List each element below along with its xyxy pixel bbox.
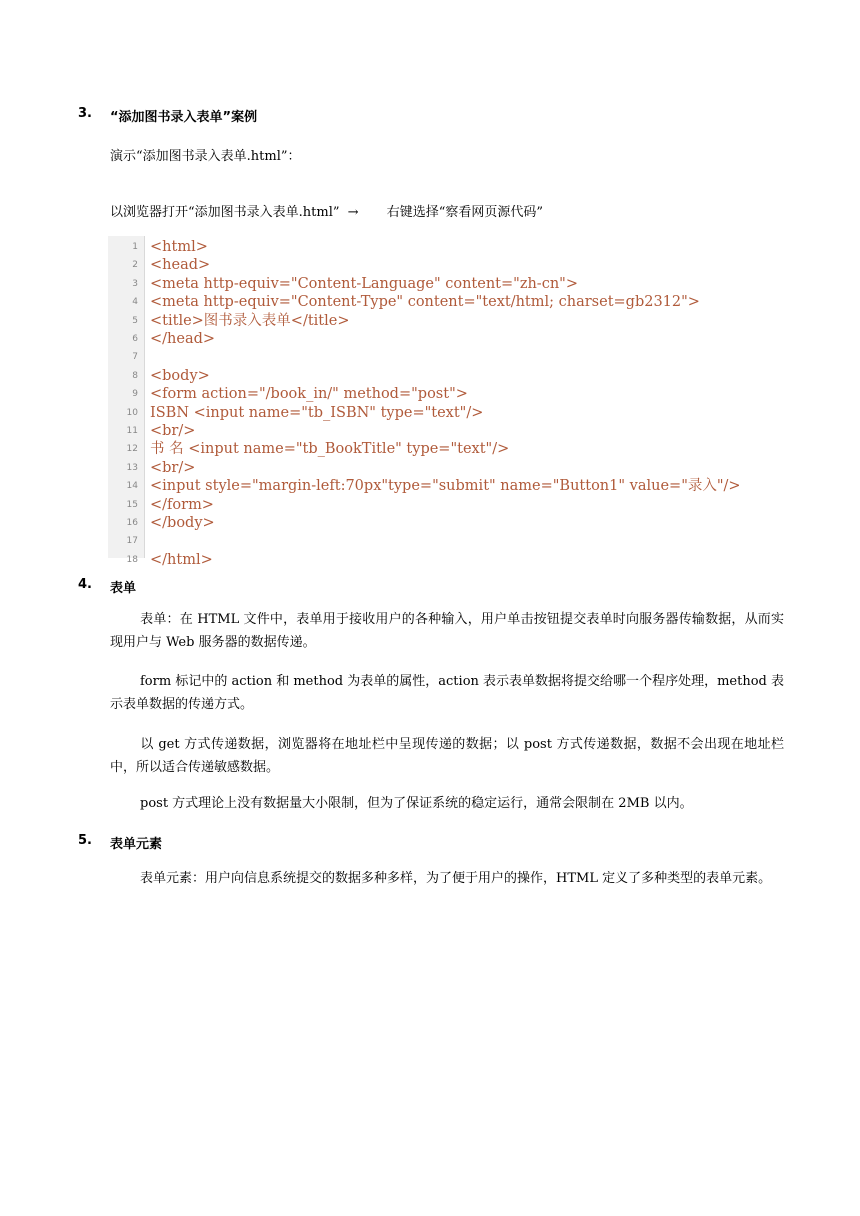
code-line	[108, 422, 784, 440]
section-3-title: “添加图书录入表单”案例	[110, 110, 258, 125]
code-line	[108, 404, 784, 422]
code-text: <meta http-equiv="Content-Language" content="zh-cn">	[150, 275, 578, 292]
line-number: 12	[126, 444, 138, 455]
line-number: 7	[132, 352, 138, 363]
line-number: 1	[132, 242, 138, 252]
paragraph-text: post 方式理论上没有数据量大小限制，但为了保证系统的稳定运行，通常会限制在 2MB 以内。	[140, 796, 693, 811]
code-line	[108, 440, 784, 458]
section-5-number: 5.	[78, 833, 92, 848]
open-instruction-part1: 以浏览器打开“添加图书录入表单.html”	[110, 205, 340, 220]
line-number: 6	[132, 334, 138, 344]
code-text: </head>	[150, 331, 216, 347]
section-4-title: 表单	[110, 581, 137, 596]
code-line	[108, 551, 784, 569]
code-text: </form>	[150, 496, 214, 513]
code-line	[108, 330, 784, 348]
paragraph	[110, 608, 784, 654]
code-text: </html>	[150, 551, 213, 568]
line-number: 18	[126, 554, 138, 565]
code-line	[108, 385, 784, 403]
paragraph	[110, 670, 784, 716]
code-text: </body>	[150, 515, 215, 531]
code-text: <form action="/book_in/" method="post">	[150, 386, 468, 403]
paragraph-text: 表单元素：用户向信息系统提交的数据多种多样，为了便于用户的操作，HTML 定义了多种类型的表单元素。	[140, 871, 772, 886]
code-line	[108, 256, 784, 274]
code-line	[108, 459, 784, 477]
section-4-number: 4.	[78, 577, 92, 592]
code-text: 书 名 <input name="tb_BookTitle" type="text"/>	[150, 441, 510, 458]
line-number: 15	[126, 499, 138, 510]
open-source-instruction	[110, 201, 543, 220]
code-text: <br/>	[150, 423, 196, 439]
code-text: ISBN <input name="tb_ISBN" type="text"/>	[150, 404, 484, 421]
line-number: 13	[126, 462, 138, 473]
paragraph-text: form 标记中的 action 和 method 为表单的属性，action 表示表单数据将提交给哪一个程序处理，method 表示表单数据的传递方式。	[110, 674, 784, 712]
paragraph-text: 表单：在 HTML 文件中，表单用于接收用户的各种输入，用户单击按钮提交表单时向服务器传输数据，从而实现用户与 Web 服务器的数据传递。	[110, 612, 784, 650]
code-text: <br/>	[150, 459, 196, 476]
code-line	[108, 275, 784, 293]
code-line	[108, 367, 784, 385]
code-line	[108, 477, 784, 495]
code-line	[108, 312, 784, 330]
line-number: 9	[132, 389, 138, 400]
code-line	[108, 348, 784, 366]
code-text: <meta http-equiv="Content-Type" content="text/html; charset=gb2312">	[150, 294, 700, 311]
line-number: 11	[126, 426, 138, 436]
section-5-title: 表单元素	[110, 837, 163, 852]
line-number: 3	[132, 278, 138, 289]
line-number: 2	[132, 260, 138, 271]
paragraph	[110, 792, 784, 815]
code-line	[108, 293, 784, 311]
line-number: 4	[132, 297, 138, 308]
code-text: <title>图书录入表单</title>	[150, 312, 350, 329]
code-line	[108, 514, 784, 532]
line-number: 14	[126, 481, 138, 492]
paragraph	[110, 867, 784, 890]
code-line	[108, 496, 784, 514]
line-number: 10	[126, 407, 138, 418]
open-instruction-part2: 右键选择“察看网页源代码”	[386, 205, 543, 220]
demo-line: 演示“添加图书录入表单.html”：	[110, 149, 301, 164]
paragraph-text: 以 get 方式传递数据，浏览器将在地址栏中呈现传递的数据；以 post 方式传递数据，数据不会出现在地址栏中，所以适合传递敏感数据。	[110, 737, 784, 775]
line-number: 16	[126, 518, 138, 528]
source-code-view	[108, 236, 784, 568]
code-line	[108, 238, 784, 256]
code-text: <body>	[150, 367, 210, 384]
code-line	[108, 532, 784, 550]
line-number: 5	[132, 315, 138, 326]
line-number: 8	[132, 370, 138, 381]
paragraph	[110, 733, 784, 779]
code-text: <head>	[150, 257, 211, 274]
arrow-icon: →	[347, 205, 359, 220]
line-number: 17	[126, 536, 138, 547]
code-text: <html>	[150, 239, 208, 255]
code-text: <input style="margin-left:70px"type="submit" name="Button1" value="录入"/>	[150, 478, 741, 495]
section-3-number: 3.	[78, 106, 92, 121]
